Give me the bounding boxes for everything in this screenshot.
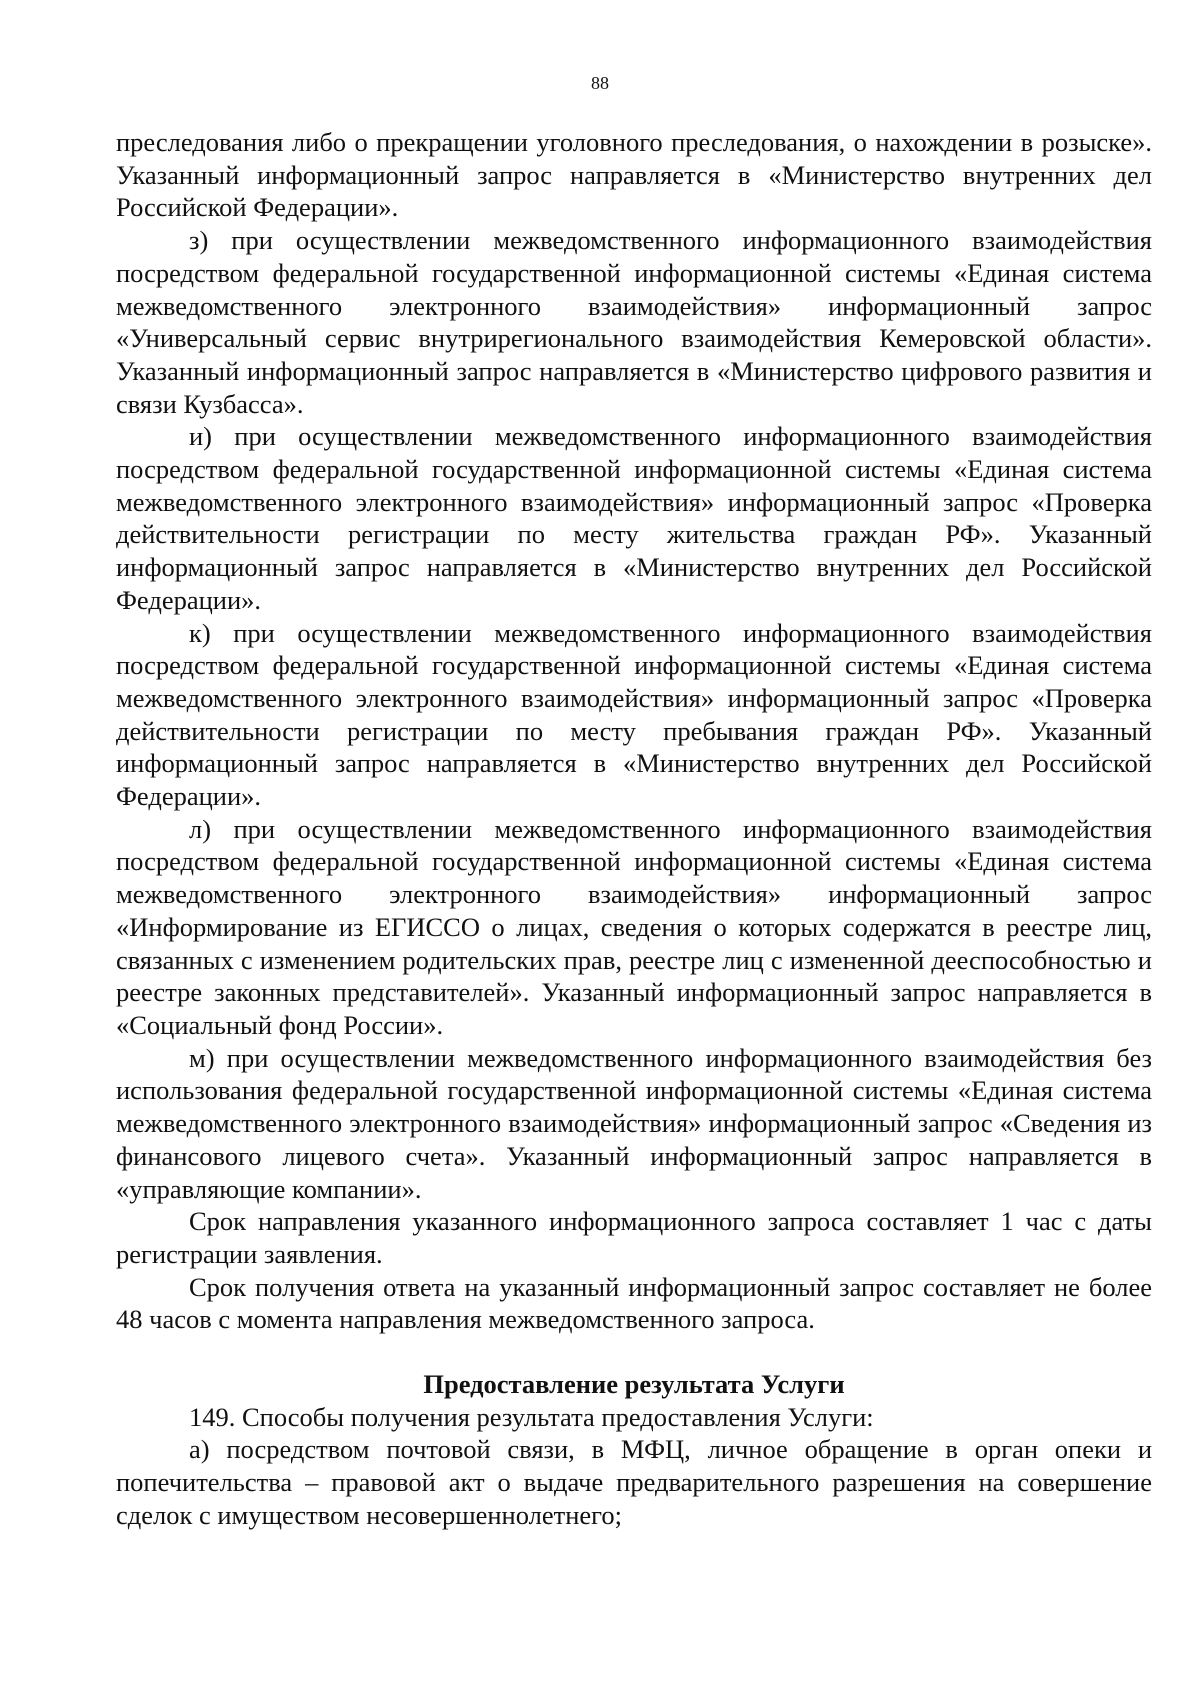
paragraph-item-k: к) при осуществлении межведомственного информационного взаимодействия посредством федеральной государственной информационной системы «Единая система межведомственного электронного взаимодействия» информационный запрос «Проверка действительности регистрации по месту пребывания граждан РФ». Указанный информационный запрос направляется в «Министерство внутренних дел Российской Федерации». — [116, 617, 1152, 812]
paragraph-item-i: и) при осуществлении межведомственного информационного взаимодействия посредством федеральной государственной информационной системы «Единая система межведомственного электронного взаимодействия» информационный запрос «Проверка действительности регистрации по месту жительства граждан РФ». Указанный информационный запрос направляется в «Министерство внутренних дел Российской Федерации». — [116, 421, 1152, 615]
paragraph-item-z: з) при осуществлении межведомственного информационного взаимодействия посредством федеральной государственной информационной системы «Единая система межведомственного электронного взаимодействия» информационный запрос «Универсальный сервис внутрирегионального взаимодействия Кемеровской области». Указанный информационный запрос направляется в «Министерство цифрового развития и связи Кузбасса». — [116, 225, 1152, 419]
paragraph-item-l: л) при осуществлении межведомственного информационного взаимодействия посредством федеральной государственной информационной системы «Единая система межведомственного электронного взаимодействия» информационный запрос «Информирование из ЕГИССО о лицах, сведения о которых содержатся в реестре лиц, связанных с изменением родительских прав, реестре лиц с измененной дееспособностью и реестре законных представителей». Указанный информационный запрос направляется в «Социальный фонд России». — [116, 813, 1152, 1040]
paragraph-response-deadline: Срок получения ответа на указанный информационный запрос составляет не более 48 часов с момента направления межведомственного запроса. — [116, 1271, 1152, 1335]
paragraph-continuation: преследования либо о прекращении уголовного преследования, о нахождении в розыске». Указанный информационный запрос направляется в «Министерство внутренних дел Российской Федерации». — [116, 127, 1152, 223]
page-number: 88 — [591, 73, 609, 93]
section-heading: Предоставление результата Услуги — [423, 1369, 845, 1400]
paragraph-item-a: а) посредством почтовой связи, в МФЦ, личное обращение в орган опеки и попечительства – правовой акт о выдаче предварительного разрешения на совершение сделок с имуществом несовершеннолетнего; — [116, 1434, 1152, 1530]
paragraph-item-m: м) при осуществлении межведомственного информационного взаимодействия без использования федеральной государственной информационной системы «Единая система межведомственного электронного взаимодействия» информационный запрос «Сведения из финансового лицевого счета». Указанный информационный запрос направляется в «управляющие компании». — [116, 1042, 1152, 1204]
paragraph-clause-149: 149. Способы получения результата предоставления Услуги: — [189, 1401, 874, 1432]
paragraph-request-deadline: Срок направления указанного информационного запроса составляет 1 час с даты регистрации заявления. — [116, 1206, 1152, 1269]
document-body — [116, 126, 1152, 1532]
